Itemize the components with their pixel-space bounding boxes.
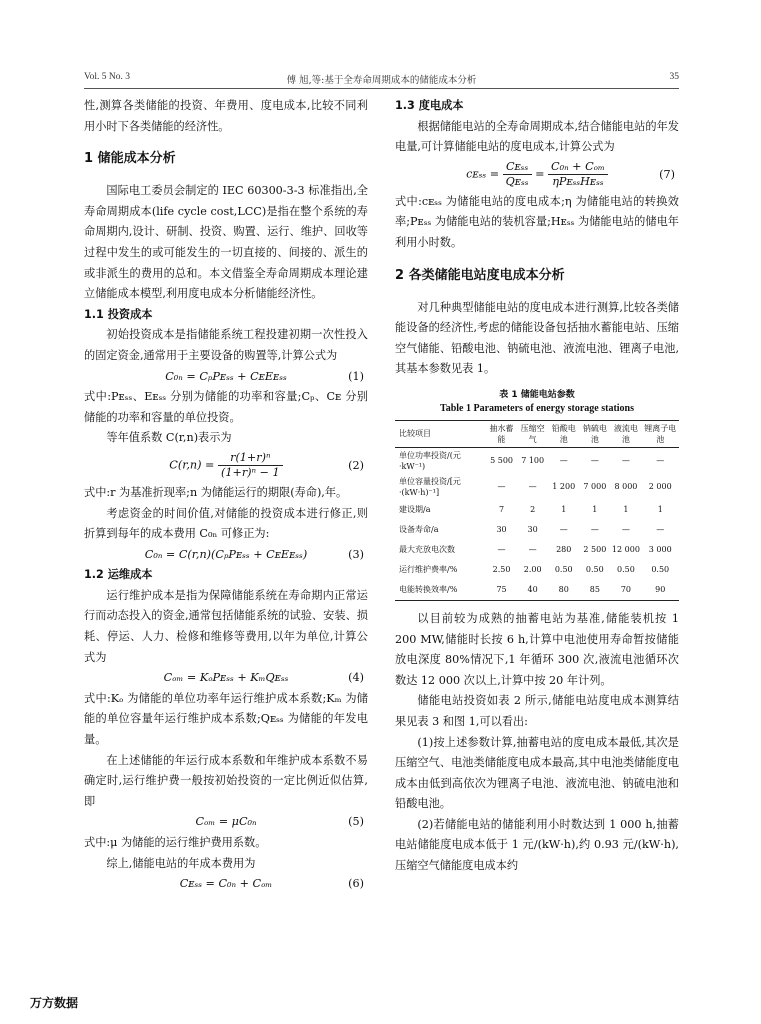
table-1-caption-en: Table 1 Parameters of energy storage stations: [439, 402, 635, 414]
table-header-cell: 比较项目: [399, 429, 431, 439]
table-cell: 2 000: [648, 482, 672, 492]
equation-1-explanation: 式中:Pᴇₛₛ、Eᴇₛₛ 分别为储能的功率和容量;Cₚ、Cᴇ 分别储能的功率和容量的单位投资。: [84, 390, 368, 424]
intro-paragraph: 性,测算各类储能的投资、年费用、度电成本,比较不同利用小时下各类储能的经济性。: [84, 99, 368, 133]
equation-1: [84, 367, 368, 388]
equation-2-denominator: (1+r)ⁿ − 1: [220, 465, 280, 479]
journal-volume: Vol. 5 No. 3: [84, 72, 131, 82]
equation-6-expr: Cᴇₛₛ = C₀ₙ + Cₒₘ: [179, 877, 273, 891]
equation-3-expr: C₀ₙ = C(r,n)(CₚPᴇₛₛ + CᴇEᴇₛₛ): [144, 547, 308, 561]
table-cell: 2.50: [492, 565, 511, 575]
table-header-cell: 液流电池: [613, 423, 638, 444]
equation-2-fraction: [218, 451, 283, 480]
equation-7: [395, 158, 679, 192]
finding-2-paragraph: (2)若储能电站的储能利用小时数达到 1 000 h,抽蓄电站储能度电成本低于 1 元/(kW·h),约 0.93 元/(kW·h),压缩空气储能度电成本约: [395, 817, 679, 873]
table-cell: 0.50: [651, 565, 670, 575]
section-1-paragraph: 国际电工委员会制定的 IEC 60300-3-3 标准指出,全寿命周期成本(life cycle cost,LCC)是指在整个系统的寿命周期内,设计、研制、投资、购置、运行、维护、回收等过程中发生的或可能发生的一切直接的、间接的、派生的或非派生的费用的总和。本文借鉴全寿命周期成本理论建立储能成本模型,利用度电成本分析储能经济性。: [84, 184, 368, 301]
table-cell: 2 500: [583, 545, 607, 555]
equation-7-denominator-1: Qᴇₛₛ: [505, 174, 529, 188]
right-column: [395, 96, 679, 877]
annuity-paragraph: 等年值系数 C(r,n)表示为: [106, 431, 232, 445]
table-cell: 0.50: [554, 565, 573, 575]
section-1-2-heading: 1.2 运维成本: [84, 568, 153, 582]
table-row: [395, 580, 679, 601]
equation-7-lhs: cᴇₛₛ =: [466, 167, 500, 181]
table-cell: 40: [527, 585, 538, 595]
table-cell: 75: [496, 585, 507, 595]
table-row: [395, 500, 679, 520]
table-1-caption-cn: 表 1 储能电站参数: [499, 389, 575, 400]
table-header-row: [395, 420, 679, 447]
table-cell: 90: [655, 585, 666, 595]
equation-5: [84, 812, 368, 833]
table-cell: —: [528, 545, 537, 555]
equation-7-numerator-1: Cᴇₛₛ: [503, 160, 532, 175]
baseline-paragraph: 以目前较为成熟的抽蓄电站为基准,储能装机按 1 200 MW,储能时长按 6 h,计算中电池使用寿命暂按储能放电深度 80%情况下,1 年循环 300 次,液流电池循环次数达 12 000 次以上,计算中按 20 年计列。: [395, 611, 679, 687]
equation-7-numerator-2: C₀ₙ + Cₒₘ: [548, 160, 608, 175]
equation-7-equals: =: [535, 167, 545, 181]
equation-3-number: (3): [348, 547, 364, 561]
table-row: [395, 447, 679, 474]
table-cell: 85: [589, 585, 600, 595]
table-header-cell: 锂离子电池: [644, 423, 677, 444]
table-cell: 最大充放电次数: [399, 545, 455, 555]
investment-paragraph: 初始投资成本是指储能系统工程投建初期一次性投入的固定资金,通常用于主要设备的购置等,计算公式为: [84, 328, 368, 362]
table-cell: 建设期/a: [399, 505, 431, 515]
table-cell: 1 200: [552, 482, 576, 492]
equation-4: [84, 668, 368, 689]
table-cell: 30: [527, 525, 538, 535]
section-1-heading: 1 储能成本分析: [84, 151, 176, 167]
table-row: [395, 474, 679, 500]
section-1-3-heading: 1.3 度电成本: [395, 99, 464, 112]
table-cell: —: [590, 525, 599, 535]
table-cell: 12 000: [611, 545, 640, 555]
table-cell: 8 000: [614, 482, 638, 492]
table-cell: 80: [558, 585, 569, 595]
om-estimate-paragraph: 在上述储能的年运行成本系数和年维护成本系数不易确定时,运行维护费一般按初始投资的一定比例近似估算,即: [84, 753, 368, 808]
table-cell: —: [621, 456, 630, 466]
table-header-cell: 钠硫电池: [582, 423, 607, 444]
section-2-paragraph: 对几种典型储能电站的度电成本进行测算,比较各类储能设备的经济性,考虑的储能设备包括抽水蓄能电站、压缩空气储能、铅酸电池、钠硫电池、液流电池、锂离子电池,其基本参数见表 1。: [395, 300, 679, 376]
wanfang-data-logo: 万方数据: [30, 996, 79, 1010]
table-cell: —: [559, 525, 568, 535]
running-title: 傅 旭,等:基于全寿命周期成本的储能成本分析: [286, 75, 477, 86]
equation-6-number: (6): [348, 877, 364, 891]
page-header: [84, 72, 679, 86]
table-cell: 280: [556, 545, 572, 555]
equation-1-expr: C₀ₙ = CₚPᴇₛₛ + CᴇEᴇₛₛ: [165, 369, 287, 383]
table-cell: 5 500: [490, 456, 513, 466]
table-row: [395, 560, 679, 580]
table-cell: 设备寿命/a: [399, 525, 439, 535]
results-intro-paragraph: 储能电站投资如表 2 所示,储能电站度电成本测算结果见表 3 和图 1,可以看出:: [395, 694, 679, 728]
table-cell: 1: [561, 505, 567, 515]
equation-5-number: (5): [348, 815, 364, 829]
parameters-table: [395, 420, 679, 601]
equation-7-number: (7): [659, 167, 675, 181]
table-cell: —: [590, 456, 599, 466]
table-cell: 1: [657, 505, 663, 515]
equation-4-number: (4): [348, 671, 364, 685]
table-cell: 1: [592, 505, 598, 515]
table-cell: 0.50: [617, 565, 635, 575]
table-cell: —: [559, 456, 568, 466]
table-cell: 1: [623, 505, 629, 515]
section-1-1-heading: 1.1 投资成本: [84, 307, 153, 321]
table-cell: 2: [530, 505, 536, 515]
equation-2-explanation: 式中:r 为基准折现率;n 为储能运行的期限(寿命),年。: [84, 485, 348, 499]
page-number: 35: [669, 72, 679, 82]
equation-3: [84, 545, 368, 566]
left-column: [84, 96, 368, 895]
table-cell: 电能转换效率/%: [399, 585, 458, 595]
equation-7-fraction-2: [548, 160, 608, 189]
table-cell: 7 000: [583, 482, 607, 492]
equation-4-explanation: 式中:Kₒ 为储能的单位功率年运行维护成本系数;Kₘ 为储能的单位容量年运行维护成本系数;Qᴇₛₛ 为储能的年发电量。: [84, 691, 368, 747]
annual-cost-paragraph: 综上,储能电站的年成本费用为: [106, 856, 256, 870]
table-cell: 3 000: [648, 545, 672, 555]
equation-5-explanation: 式中:μ 为储能的运行维护费用系数。: [84, 836, 267, 849]
section-2-heading: 2 各类储能电站度电成本分析: [395, 267, 565, 283]
lcoe-paragraph: 根据储能电站的全寿命周期成本,结合储能电站的年发电量,可计算储能电站的度电成本,计算公式为: [395, 119, 679, 154]
header-rule: [84, 88, 679, 89]
table-cell: —: [497, 545, 506, 555]
equation-2: [84, 449, 368, 483]
table-cell: 运行维护费率/%: [399, 565, 458, 575]
table-cell: 0.50: [585, 565, 604, 575]
table-cell: —: [656, 456, 665, 466]
table-cell: 30: [496, 525, 507, 535]
table-cell: —: [528, 482, 537, 492]
table-header-cell: 压缩空气: [520, 423, 545, 444]
table-cell: —: [621, 525, 630, 535]
table-cell: 70: [620, 585, 632, 595]
equation-2-number: (2): [348, 458, 364, 472]
table-header-cell: 铅酸电池: [551, 423, 576, 444]
equation-2-numerator: r(1+r)ⁿ: [218, 451, 283, 466]
table-cell: 7 100: [521, 456, 545, 466]
table-cell: 单位容量投资/[元·(kW·h)⁻¹]: [399, 476, 461, 497]
equation-5-expr: Cₒₘ = μC₀ₙ: [195, 815, 257, 829]
equation-2-lhs: C(r,n) =: [169, 458, 215, 472]
table-cell: —: [656, 525, 665, 535]
table-cell: —: [497, 482, 506, 492]
equation-1-number: (1): [348, 369, 364, 383]
table-header-cell: 抽水蓄能: [489, 423, 514, 444]
table-row: [395, 540, 679, 560]
table-cell: 单位功率投资/(元·kW⁻¹): [399, 450, 461, 471]
time-value-paragraph: 考虑资金的时间价值,对储能的投资成本进行修正,则折算到每年的成本费用 C₀ₙ 可修正为:: [84, 506, 368, 541]
equation-4-expr: Cₒₘ = KₒPᴇₛₛ + KₘQᴇₛₛ: [163, 671, 289, 685]
equation-7-explanation: 式中:cᴇₛₛ 为储能电站的度电成本;η 为储能电站的转换效率;Pᴇₛₛ 为储能电站的装机容量;Hᴇₛₛ 为储能电站的储电年利用小时数。: [395, 194, 679, 249]
table-row: [395, 520, 679, 540]
table-cell: 2.00: [523, 565, 542, 575]
equation-7-fraction-1: [503, 160, 532, 189]
equation-6: [84, 874, 368, 895]
finding-1-paragraph: (1)按上述参数计算,抽蓄电站的度电成本最低,其次是压缩空气、电池类储能度电成本最高,其中电池类储能度电成本由低到高依次为锂离子电池、液流电池、钠硫电池和铅酸电池。: [395, 735, 679, 811]
om-paragraph: 运行维护成本是指为保障储能系统在寿命期内正常运行而动态投入的资金,通常包括储能系统的试验、安装、损耗、停运、人力、检修和维修等费用,以年为单位,计算公式为: [84, 588, 368, 664]
table-cell: 7: [499, 505, 505, 515]
equation-7-denominator-2: ηPᴇₛₛHᴇₛₛ: [552, 174, 604, 188]
